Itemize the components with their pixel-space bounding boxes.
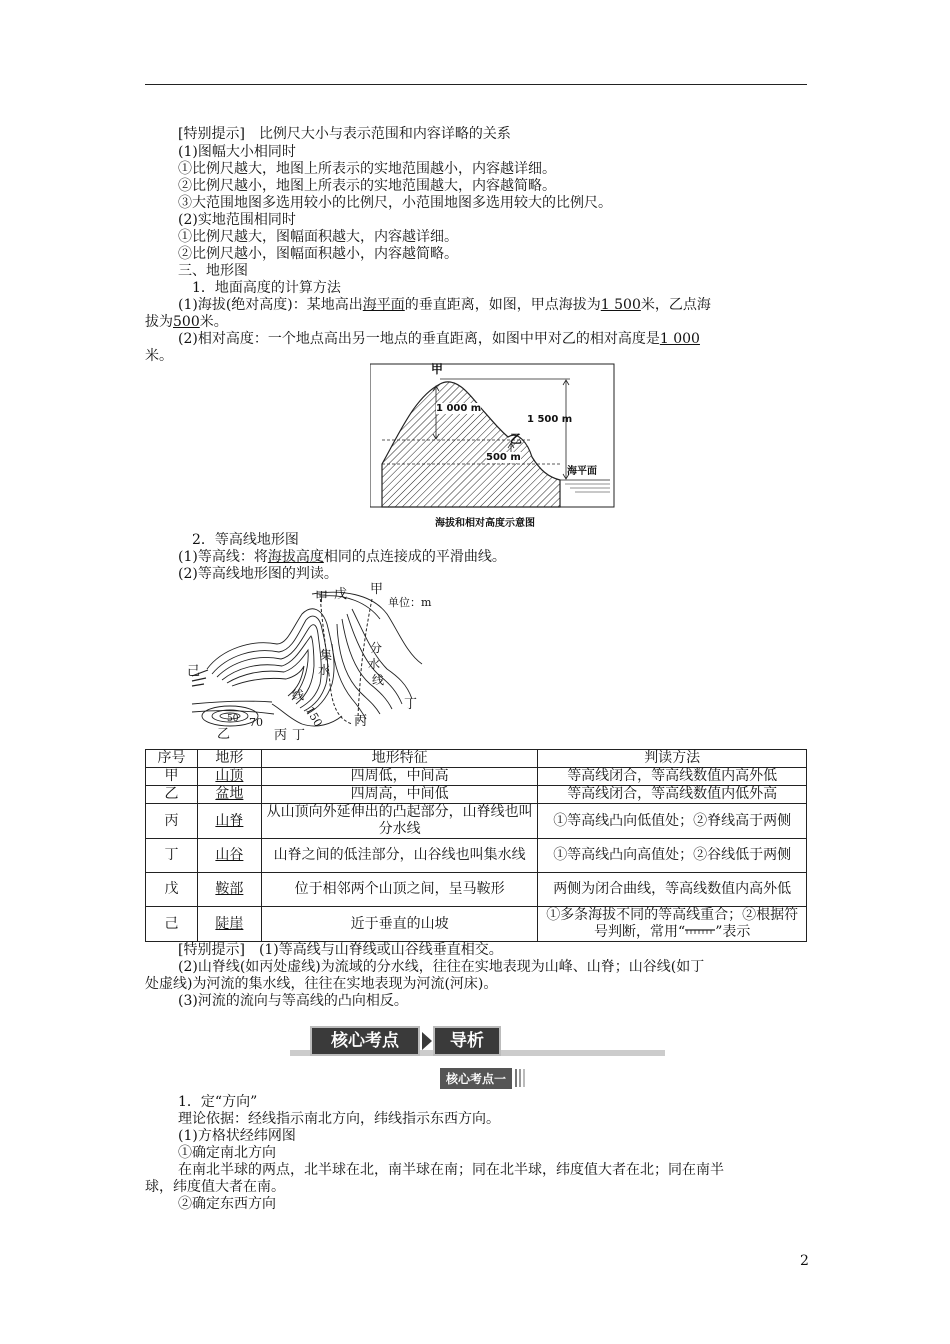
text-line: (1)等高线：将海拔高度相同的点连接成的平滑曲线。: [178, 549, 506, 565]
tip-line: ①比例尺越大，地图上所表示的实地范围越小，内容越详细。: [178, 161, 556, 177]
section-banner: [290, 1026, 665, 1062]
table-cell: 鞍部: [197, 873, 261, 907]
altitude-diagram: [370, 362, 615, 512]
banner-right: 导析: [433, 1026, 501, 1056]
contour-value-70: 70: [249, 716, 263, 729]
map-label-jia1: 甲: [315, 590, 329, 605]
table-header-row: [146, 750, 807, 768]
table-cell: 等高线闭合，等高线数值内低外高: [538, 786, 807, 804]
table-cell: 陡崖: [197, 907, 261, 942]
table-cell: 山谷: [197, 839, 261, 873]
table-cell: 己: [146, 907, 198, 942]
table-header: 地形特征: [261, 750, 538, 768]
banner-arrow-icon: [422, 1032, 432, 1050]
sub-banner-label: 核心考点一: [440, 1068, 512, 1089]
tip-line: [特别提示] (1)等高线与山脊线或山谷线垂直相交。: [178, 942, 503, 958]
map-label-fen2: 水: [368, 657, 381, 671]
text-line: 拔为500米。: [145, 314, 228, 330]
banner-left: 核心考点: [310, 1026, 420, 1056]
text-line: (2)等高线地形图的判读。: [178, 566, 338, 582]
sub-heading: 1．地面高度的计算方法: [192, 280, 341, 296]
peak-a-label: 甲: [431, 362, 444, 376]
map-label-bing2: 丙: [354, 714, 368, 729]
table-header: 地形: [197, 750, 261, 768]
text-line: 球，纬度值大者在南。: [145, 1179, 285, 1195]
table-cell: 丙: [146, 804, 198, 839]
table-cell: 山脊之间的低洼部分，山谷线也叫集水线: [261, 839, 538, 873]
table-header: 序号: [146, 750, 198, 768]
table-row: [146, 873, 807, 907]
sub-heading: 2．等高线地形图: [192, 532, 299, 548]
table-cell: 近于垂直的山坡: [261, 907, 538, 942]
table-cell: ①等高线凸向低值处；②脊线高于两侧: [538, 804, 807, 839]
table-cell: 四周高，中间低: [261, 786, 538, 804]
table-row: [146, 907, 807, 942]
table-cell: ①等高线凸向高值处；②谷线低于两侧: [538, 839, 807, 873]
table-cell: 四周低，中间高: [261, 768, 538, 786]
map-label-xian: 线: [292, 688, 305, 702]
text-line: 理论依据：经线指示南北方向，纬线指示东西方向。: [178, 1111, 500, 1127]
landform-table: [145, 749, 807, 942]
map-unit-label: 单位：m: [388, 596, 432, 609]
map-label-ji: 己: [187, 664, 201, 679]
text-line: (1)海拔(绝对高度)：某地高出海平面的垂直距离，如图，甲点海拔为1 500米，乙点海: [178, 297, 711, 313]
table-cell: 山脊: [197, 804, 261, 839]
text-line: (1)方格状经纬网图: [178, 1128, 296, 1144]
text-line: 在南北半球的两点，北半球在北，南半球在南；同在北半球，纬度值大者在北；同在南半: [178, 1162, 724, 1178]
sub-banner: [440, 1068, 525, 1088]
tip-line: ①比例尺越大，图幅面积越大，内容越详细。: [178, 229, 458, 245]
peak-b-label: 乙: [510, 432, 523, 446]
absolute-height-label: 1 500 m: [527, 414, 573, 425]
tip-line: 处虚线)为河流的集水线，往往在实地表现为河流(河床)。: [145, 976, 498, 992]
table-cell: 山顶: [197, 768, 261, 786]
text-line: 米。: [145, 348, 173, 364]
tip-line: ②比例尺越小，地图上所表示的实地范围越大，内容越简略。: [178, 178, 556, 194]
map-label-bing1: 丙: [274, 728, 288, 743]
table-cell: 甲: [146, 768, 198, 786]
table-cell: 丁: [146, 839, 198, 873]
tip-line: (2)实地范围相同时: [178, 212, 296, 228]
table-cell: 盆地: [197, 786, 261, 804]
text-line: (2)相对高度：一个地点高出另一地点的垂直距离，如图中甲对乙的相对高度是1 000: [178, 331, 700, 347]
table-header: 判读方法: [538, 750, 807, 768]
text-line: ①确定南北方向: [178, 1145, 276, 1161]
map-label-fen3: 线: [372, 673, 385, 687]
table-row: [146, 768, 807, 786]
section-heading: 三、地形图: [178, 263, 248, 279]
map-label-ding2: 丁: [404, 697, 418, 712]
map-label-ji1: 集: [320, 648, 333, 662]
table-cell: 从山顶向外延伸出的凸起部分，山脊线也叫分水线: [261, 804, 538, 839]
tip-line: [特别提示] 比例尺大小与表示范围和内容详略的关系: [178, 126, 511, 142]
tip-line: ②比例尺越小，图幅面积越小，内容越简略。: [178, 246, 458, 262]
map-label-ji2: 水: [318, 663, 331, 677]
map-label-wu: 戊: [334, 587, 348, 602]
figure-caption: 海拔和相对高度示意图: [435, 518, 535, 529]
text-line: ②确定东西方向: [178, 1196, 276, 1212]
cliff-symbol-icon: [685, 928, 715, 936]
page-number: 2: [800, 1253, 809, 1269]
tip-line: (3)河流的流向与等高线的凸向相反。: [178, 993, 408, 1009]
table-row: [146, 804, 807, 839]
tip-line: ③大范围地图多选用较小的比例尺，小范围地图多选用较大的比例尺。: [178, 195, 612, 211]
tip-line: (2)山脊线(如丙处虚线)为流域的分水线，往往在实地表现为山峰、山脊；山谷线(如丁: [178, 959, 705, 975]
map-label-jia2: 甲: [370, 582, 384, 597]
sea-level-label: 海平面: [567, 466, 597, 477]
header-rule: [145, 84, 807, 85]
tip-line: (1)图幅大小相同时: [178, 144, 296, 160]
table-row: [146, 839, 807, 873]
table-cell: 等高线闭合，等高线数值内高外低: [538, 768, 807, 786]
core-heading: 1．定“方向”: [178, 1094, 258, 1110]
b-height-label: 500 m: [486, 452, 521, 463]
table-cell: 位于相邻两个山顶之间，呈马鞍形: [261, 873, 538, 907]
map-label-yi: 乙: [217, 727, 231, 742]
table-cell: ①多条海拔不同的等高线重合；②根据符号判断，常用“ ”表示: [538, 907, 807, 942]
contour-value-150: 150: [303, 704, 325, 730]
relative-height-label: 1 000 m: [436, 403, 482, 414]
table-row: [146, 786, 807, 804]
contour-value-50: 50: [227, 714, 239, 724]
table-cell: 两侧为闭合曲线，等高线数值内高外低: [538, 873, 807, 907]
table-cell: 乙: [146, 786, 198, 804]
table-cell: 戊: [146, 873, 198, 907]
map-label-fen1: 分: [370, 641, 383, 655]
map-label-ding1: 丁: [292, 728, 306, 743]
